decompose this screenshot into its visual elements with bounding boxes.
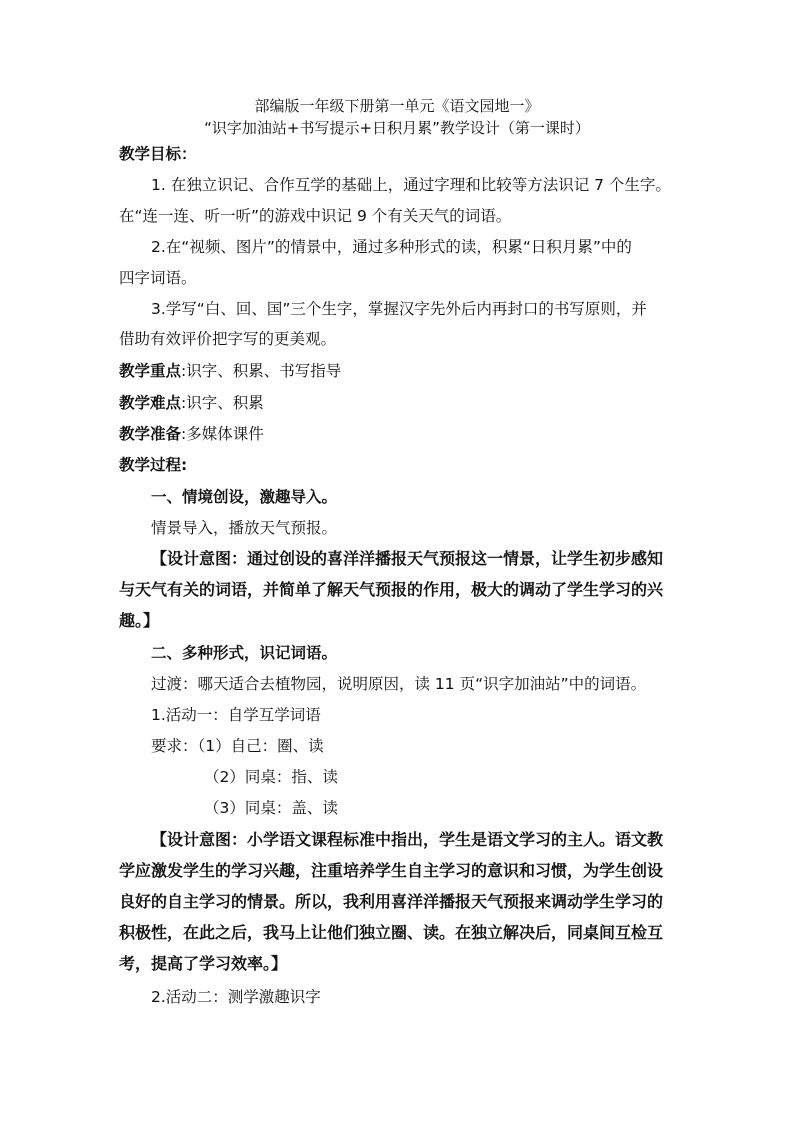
section-1-design-line-3: 趣。】 [119,611,160,630]
document-subtitle: “识字加油站+书写提示+日积月累”教学设计（第一课时） [204,119,590,137]
document-title: 部编版一年级下册第一单元《语文园地一》 [254,97,540,115]
key-points [119,360,341,382]
difficulties-value: :识字、积累 [181,394,264,412]
section-2-transition: 过渡：哪天适合去植物园，说明原因，读 11 页“识字加油站”中的词语。 [151,675,647,693]
goal-1-line-2: 在“连一连、听一听”的游戏中识记 9 个有关天气的词语。 [119,207,512,225]
goals-label: 教学目标： [119,145,197,163]
goal-2-line-1: 2.在“视频、图片”的情景中，通过多种形式的读，积累“日积月累”中的 [151,238,632,256]
process-label: 教学过程: [119,456,188,474]
goal-3-line-1: 3.学写“白、回、国”三个生字，掌握汉字先外后内再封口的书写原则，并 [151,300,647,318]
activity-2: 2.活动二：测学激趣识字 [151,988,321,1006]
section-2-design-line-5: 考，提高了学习效率。】 [119,954,288,973]
section-2-design-line-1: 【设计意图：小学语文课程标准中指出，学生是语文学习的主人。语文教 [151,830,664,849]
difficulties [119,392,264,414]
section-2-design-line-4: 积极性，在此之后，我马上让他们独立圈、读。在独立解决后，同桌间互检互 [119,923,664,942]
requirement-2: （2）同桌：指、读 [204,768,338,786]
requirement-1: 要求：（1）自己：圈、读 [151,737,324,755]
preparation [119,423,264,445]
difficulties-label: 教学难点 [119,394,182,412]
goal-3-line-2: 借助有效评价把字写的更美观。 [119,330,337,348]
key-points-label: 教学重点 [119,362,182,380]
goal-1-line-1: 1. 在独立识记、合作互学的基础上，通过字理和比较等方法识记 7 个生字。 [151,176,671,194]
key-points-value: :识字、积累、书写指导 [181,362,342,380]
goal-2-line-2: 四字词语。 [119,269,197,287]
requirement-3: （3）同桌：盖、读 [204,799,338,817]
activity-1: 1.活动一：自学互学词语 [151,706,321,724]
preparation-label: 教学准备 [119,425,182,443]
section-2-design-line-2: 学应激发学生的学习兴趣，注重培养学生自主学习的意识和习惯，为学生创设 [119,861,664,880]
preparation-value: :多媒体课件 [181,425,264,443]
section-1-text: 情景导入，播放天气预报。 [151,519,338,537]
section-2-design-line-3: 良好的自主学习的情景。所以，我利用喜洋洋播报天气预报来调动学生学习的 [119,892,664,911]
section-2-heading: 二、多种形式，识记词语。 [151,644,338,662]
section-1-heading: 一、情境创设，激趣导入。 [151,488,338,506]
section-1-design-line-2: 与天气有关的词语，并简单了解天气预报的作用，极大的调动了学生学习的兴 [119,580,664,599]
section-1-design-line-1: 【设计意图：通过创设的喜洋洋播报天气预报这一情景，让学生初步感知 [151,549,664,568]
